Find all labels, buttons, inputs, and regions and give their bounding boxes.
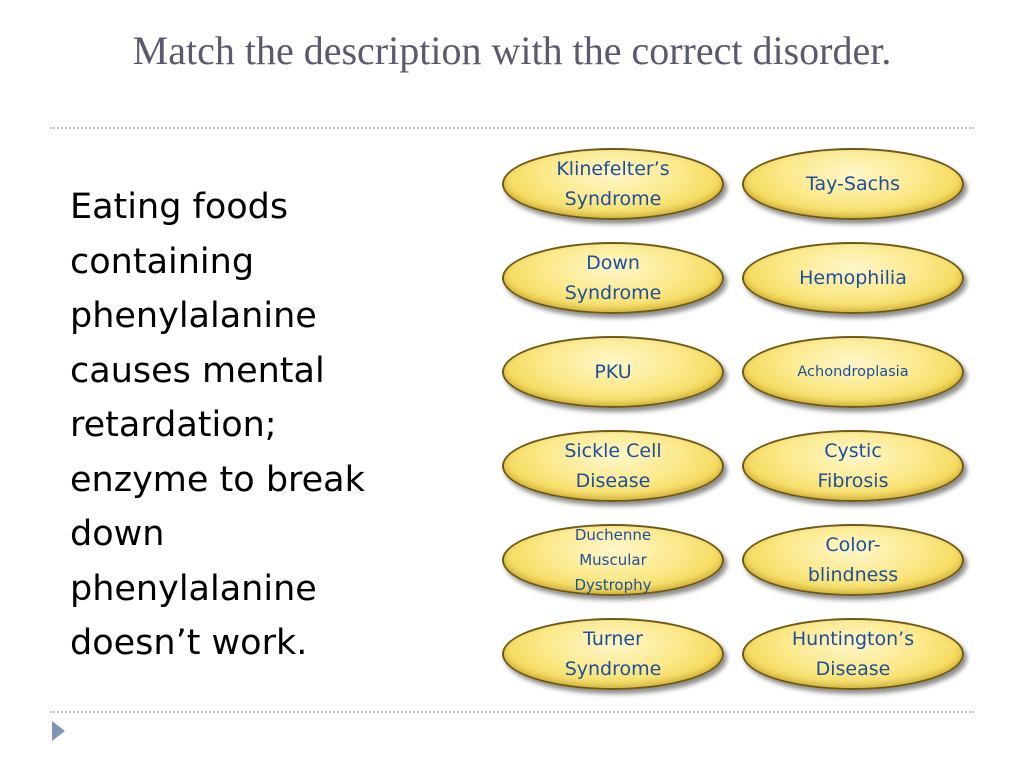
- option-hemophilia[interactable]: [742, 242, 964, 314]
- option-klinefelters-syndrome[interactable]: [502, 148, 724, 220]
- option-color-blindness[interactable]: [742, 524, 964, 596]
- option-achondroplasia[interactable]: [742, 336, 964, 408]
- option-label: Klinefelter’s Syndrome: [556, 158, 670, 210]
- option-tay-sachs[interactable]: [742, 148, 964, 220]
- option-pku[interactable]: [502, 336, 724, 408]
- option-label: Down Syndrome: [564, 252, 662, 304]
- option-sickle-cell-disease[interactable]: [502, 430, 724, 502]
- top-divider: [50, 127, 974, 129]
- option-duchenne-muscular-dystrophy[interactable]: [502, 524, 724, 596]
- play-arrow-icon[interactable]: [52, 721, 65, 741]
- option-huntingtons-disease[interactable]: [742, 618, 964, 690]
- slide-title: Match the description with the correct disorder.: [132, 28, 892, 73]
- description-text: Eating foods containing phenylalanine causes mental retardation; enzyme to break down phenylalanine doesn’t work.: [70, 187, 365, 663]
- option-label: Achondroplasia: [797, 364, 909, 380]
- option-label: Huntington’s Disease: [791, 628, 915, 680]
- option-label: Duchenne Muscular Dystrophy: [574, 525, 652, 594]
- option-cystic-fibrosis[interactable]: [742, 430, 964, 502]
- option-down-syndrome[interactable]: [502, 242, 724, 314]
- option-label: Tay-Sachs: [806, 173, 900, 195]
- option-turner-syndrome[interactable]: [502, 618, 724, 690]
- option-label: PKU: [594, 361, 632, 383]
- bottom-divider: [50, 711, 974, 713]
- option-label: Sickle Cell Disease: [564, 440, 662, 492]
- option-label: Hemophilia: [799, 267, 907, 289]
- option-label: Cystic Fibrosis: [817, 440, 889, 492]
- option-label: Color- blindness: [807, 534, 899, 586]
- option-label: Turner Syndrome: [564, 628, 662, 680]
